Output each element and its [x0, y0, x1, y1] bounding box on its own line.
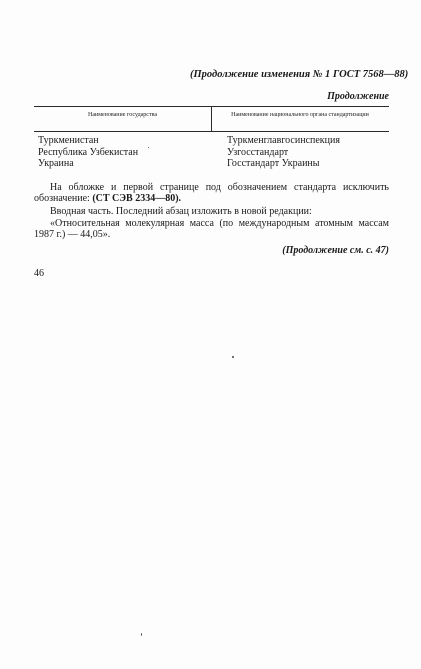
- table-header-row: [34, 107, 389, 131]
- scan-speck: [232, 356, 234, 358]
- standard-code: (СТ СЭВ 2334—80).: [92, 193, 182, 204]
- continuation-label: Продолжение: [327, 91, 389, 102]
- state-cell: Туркменистан: [38, 135, 99, 146]
- column-header-body: Наименование национального органа стандартизации: [231, 112, 369, 118]
- scan-speck: [141, 633, 142, 636]
- table-row: [34, 135, 389, 147]
- paragraph-introduction: Вводная часть. Последний абзац изложить в новой редакции:: [50, 206, 312, 217]
- table-body: [34, 132, 389, 170]
- body-cell: Туркменглавгосинспекция: [227, 135, 340, 146]
- column-divider: [211, 107, 212, 131]
- continued-on-label: (Продолжение см. с. 47): [282, 245, 389, 256]
- paragraph-text: На обложке и первой странице под обозначением стандарта исключить обозначение:: [34, 182, 389, 204]
- table-row: [34, 147, 389, 159]
- paragraph-molecular-mass: «Относительная молекулярная масса (по международным атомным массам 1987 г.) — 44,05».: [34, 218, 389, 240]
- scan-speck: [148, 147, 149, 148]
- body-cell: Узгосстандарт: [227, 146, 289, 158]
- state-cell: Украина: [38, 158, 74, 169]
- standards-bodies-table: [34, 106, 389, 170]
- page-number: 46: [34, 268, 44, 279]
- table-row: [34, 158, 389, 170]
- column-header-state: Наименование государства: [88, 112, 157, 118]
- body-cell: Госстандарт Украины: [227, 158, 320, 169]
- paragraph-cover-note: [34, 182, 389, 204]
- running-head: (Продолжение изменения № 1 ГОСТ 7568—88): [190, 69, 409, 80]
- state-cell: Республика Узбекистан: [38, 146, 139, 158]
